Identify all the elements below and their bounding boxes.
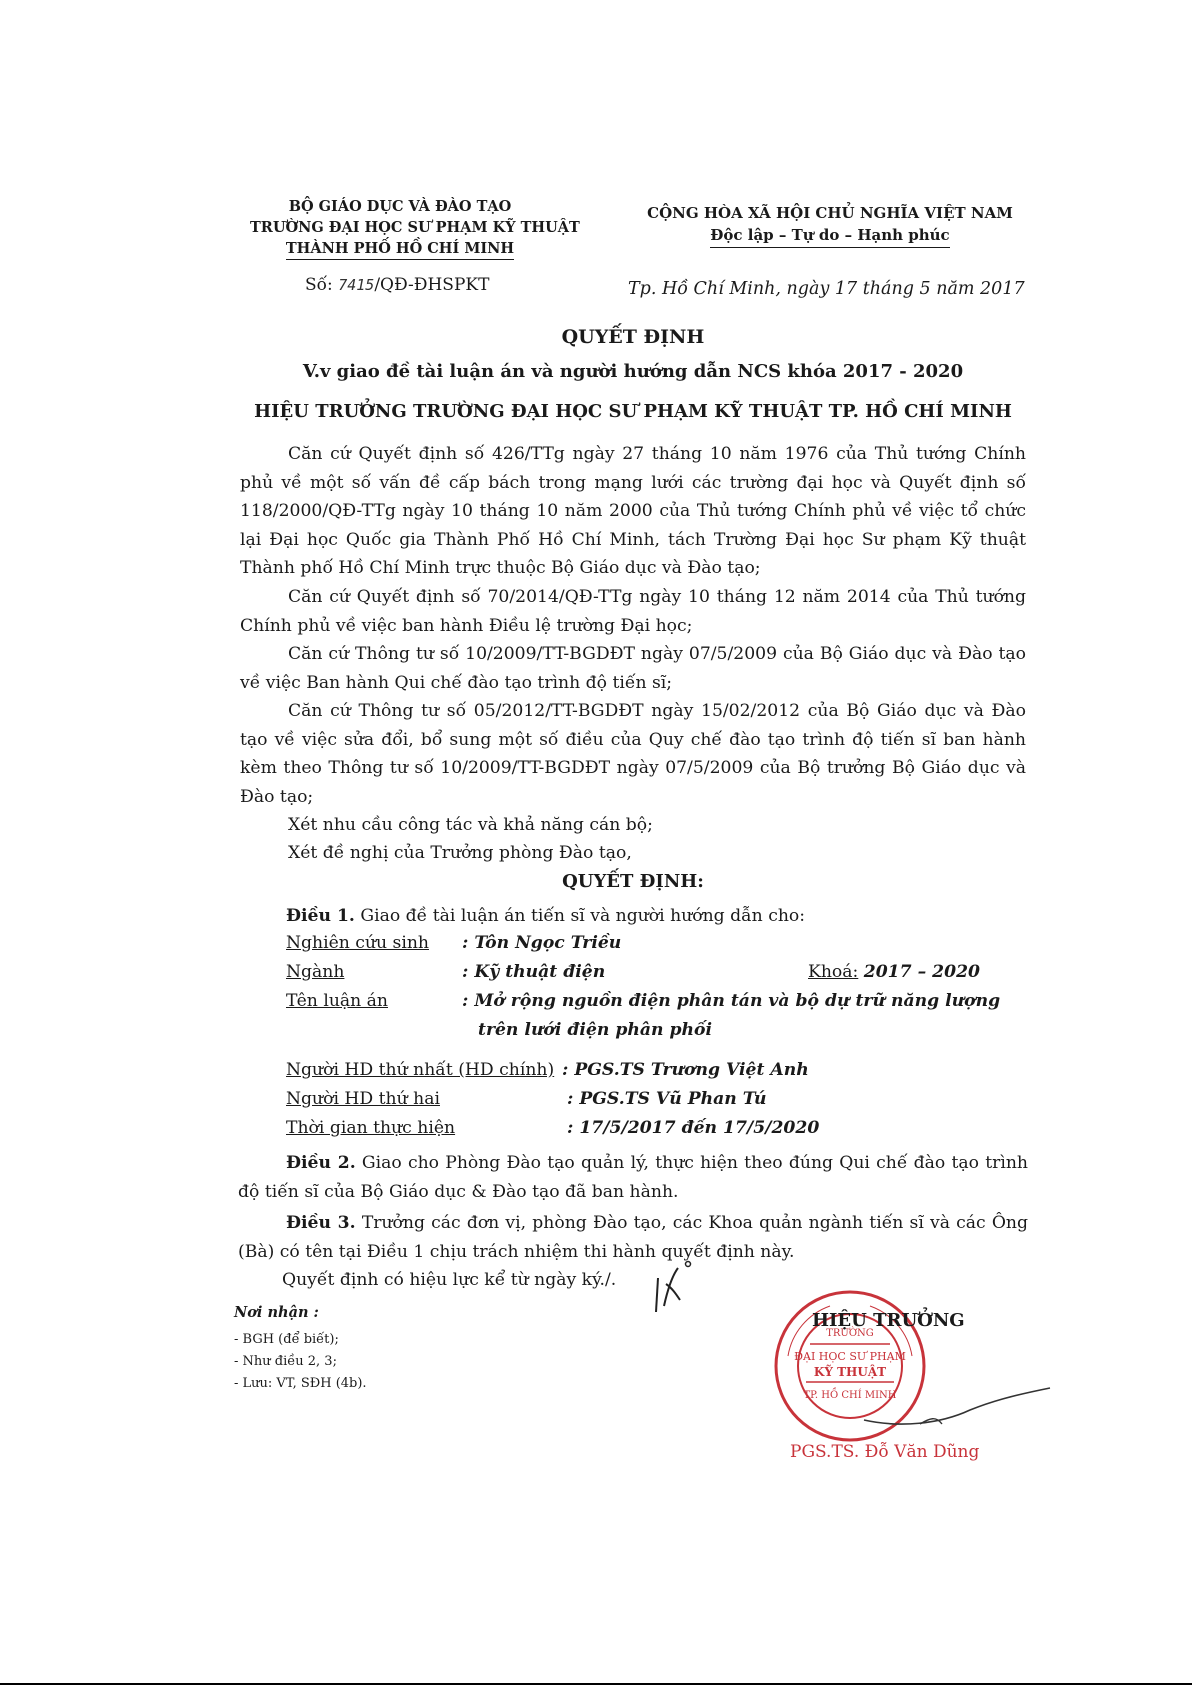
ncs-value: : Tôn Ngọc Triều <box>462 933 622 953</box>
preamble-4: Căn cứ Thông tư số 05/2012/TT-BGDĐT ngày 15/02/2012 của Bộ Giáo dục và Đào tạo về việc sửa đổi, bổ sung một số điều của Quy chế đào tạo trình độ tiến sĩ ban hành kèm theo Thông tư số 10/2009/TT-BGDĐT ngày 07/5/2009 của Bộ trưởng Bộ Giáo dục và Đào tạo; <box>240 701 1026 807</box>
article-2 <box>238 1149 1028 1206</box>
thesis-title-value-1: : Mở rộng nguồn điện phân tán và bộ dự trữ năng lượng <box>462 991 1001 1011</box>
preamble-3: Căn cứ Thông tư số 10/2009/TT-BGDĐT ngày 07/5/2009 của Bộ Giáo dục và Đào tạo về việc Ban hành Qui chế đào tạo trình độ tiến sĩ; <box>240 644 1026 693</box>
document-title: QUYẾT ĐỊNH <box>561 326 705 348</box>
ncs-label: Nghiên cứu sinh <box>286 933 429 953</box>
duration-value: : 17/5/2017 đến 17/5/2020 <box>567 1118 820 1138</box>
article-3-label: Điều 3. <box>286 1213 356 1233</box>
cohort-value: 2017 – 2020 <box>863 962 980 982</box>
cohort <box>808 962 980 982</box>
ministry-name: BỘ GIÁO DỤC VÀ ĐÀO TẠO <box>288 198 512 215</box>
document-subtitle: V.v giao đề tài luận án và người hướng dẫn NCS khóa 2017 - 2020 <box>302 361 964 382</box>
advisor-2-label: Người HD thứ hai <box>286 1089 440 1109</box>
issue-date: Tp. Hồ Chí Minh, ngày 17 tháng 5 năm 2017 <box>628 279 1025 299</box>
thesis-title-label: Tên luận án <box>286 991 388 1011</box>
preamble-6: Xét đề nghị của Trưởng phòng Đào tạo, <box>288 843 632 863</box>
article-3-text: Trưởng các đơn vị, phòng Đào tạo, các Khoa quản ngành tiến sĩ và các Ông (Bà) có tên tại Điều 1 chịu trách nhiệm thi hành quyết định này. <box>238 1213 1028 1262</box>
preamble-1: Căn cứ Quyết định số 426/TTg ngày 27 tháng 10 năm 1976 của Thủ tướng Chính phủ về một số vấn đề cấp bách trong mạng lưới các trường đại học và Quyết định số 118/2000/QĐ-TTg ngày 10 tháng 10 năm 2000 của Thủ tướng Chính phủ về việc tổ chức lại Đại học Quốc gia Thành Phố Hồ Chí Minh, tách Trường Đại học Sư phạm Kỹ thuật Thành phố Hồ Chí Minh trực thuộc Bộ Giáo dục và Đào tạo; <box>240 444 1026 578</box>
article-3 <box>238 1209 1028 1266</box>
country-name: CỘNG HÒA XÃ HỘI CHỦ NGHĨA VIỆT NAM <box>647 204 1013 222</box>
motto-text: Độc lập – Tự do – Hạnh phúc <box>710 226 949 248</box>
handwritten-initial-icon <box>650 1258 698 1318</box>
article-2-text: Giao cho Phòng Đào tạo quản lý, thực hiện theo đúng Qui chế đào tạo trình độ tiến sĩ của Bộ Giáo dục & Đào tạo đã ban hành. <box>238 1153 1028 1202</box>
motto <box>640 226 1020 244</box>
recipient-item: - Như điều 2, 3; <box>234 1354 337 1369</box>
seal-lettering: TRƯỜNG <box>826 1328 874 1339</box>
number-handwritten: 7415 <box>338 276 375 294</box>
effective-statement: Quyết định có hiệu lực kể từ ngày ký./. <box>282 1270 617 1290</box>
major-value: : Kỹ thuật điện <box>462 962 606 982</box>
preamble-2: Căn cứ Quyết định số 70/2014/QĐ-TTg ngày 10 tháng 12 năm 2014 của Thủ tướng Chính phủ về việc ban hành Điều lệ trường Đại học; <box>240 587 1026 636</box>
article-1-text: Giao đề tài luận án tiến sĩ và người hướng dẫn cho: <box>360 906 806 926</box>
cohort-label: Khoá: <box>808 962 859 982</box>
advisor-1-label: Người HD thứ nhất (HD chính) <box>286 1060 555 1080</box>
school-city-text: THÀNH PHỐ HỒ CHÍ MINH <box>286 240 514 260</box>
decision-number <box>305 275 489 295</box>
recipient-item: - Lưu: VT, SĐH (4b). <box>234 1376 367 1391</box>
major-label: Ngành <box>286 962 345 982</box>
number-prefix: Số: <box>305 275 333 295</box>
article-1 <box>286 902 805 931</box>
number-suffix: /QĐ-ĐHSPKT <box>374 275 490 295</box>
preamble-5: Xét nhu cầu công tác và khả năng cán bộ; <box>288 815 653 835</box>
issuing-authority: HIỆU TRƯỞNG TRƯỜNG ĐẠI HỌC SƯ PHẠM KỸ THUẬT TP. HỒ CHÍ MINH <box>254 401 1012 422</box>
signatory-title: HIỆU TRƯỞNG <box>812 1310 965 1331</box>
seal-lettering: ĐẠI HỌC SƯ PHẠM <box>794 1350 906 1363</box>
school-city <box>250 240 550 257</box>
recipients-heading: Nơi nhận : <box>234 1304 319 1321</box>
seal-lettering: KỸ THUẬT <box>813 1365 887 1379</box>
signatory-name: PGS.TS. Đỗ Văn Dũng <box>790 1442 980 1462</box>
recipient-item: - BGH (để biết); <box>234 1332 339 1347</box>
article-1-label: Điều 1. <box>286 906 355 926</box>
article-2-label: Điều 2. <box>286 1153 356 1173</box>
thesis-title-value-2: trên lưới điện phân phối <box>478 1020 713 1040</box>
decision-heading: QUYẾT ĐỊNH: <box>562 871 704 892</box>
duration-label: Thời gian thực hiện <box>286 1118 456 1138</box>
school-name: TRƯỜNG ĐẠI HỌC SƯ PHẠM KỸ THUẬT <box>250 219 580 236</box>
seal-lettering: TP. HỒ CHÍ MINH <box>803 1390 897 1401</box>
signature-stroke-icon <box>860 1380 1060 1440</box>
advisor-2-value: : PGS.TS Vũ Phan Tú <box>567 1089 767 1109</box>
advisor-1-value: : PGS.TS Trương Việt Anh <box>562 1060 809 1080</box>
